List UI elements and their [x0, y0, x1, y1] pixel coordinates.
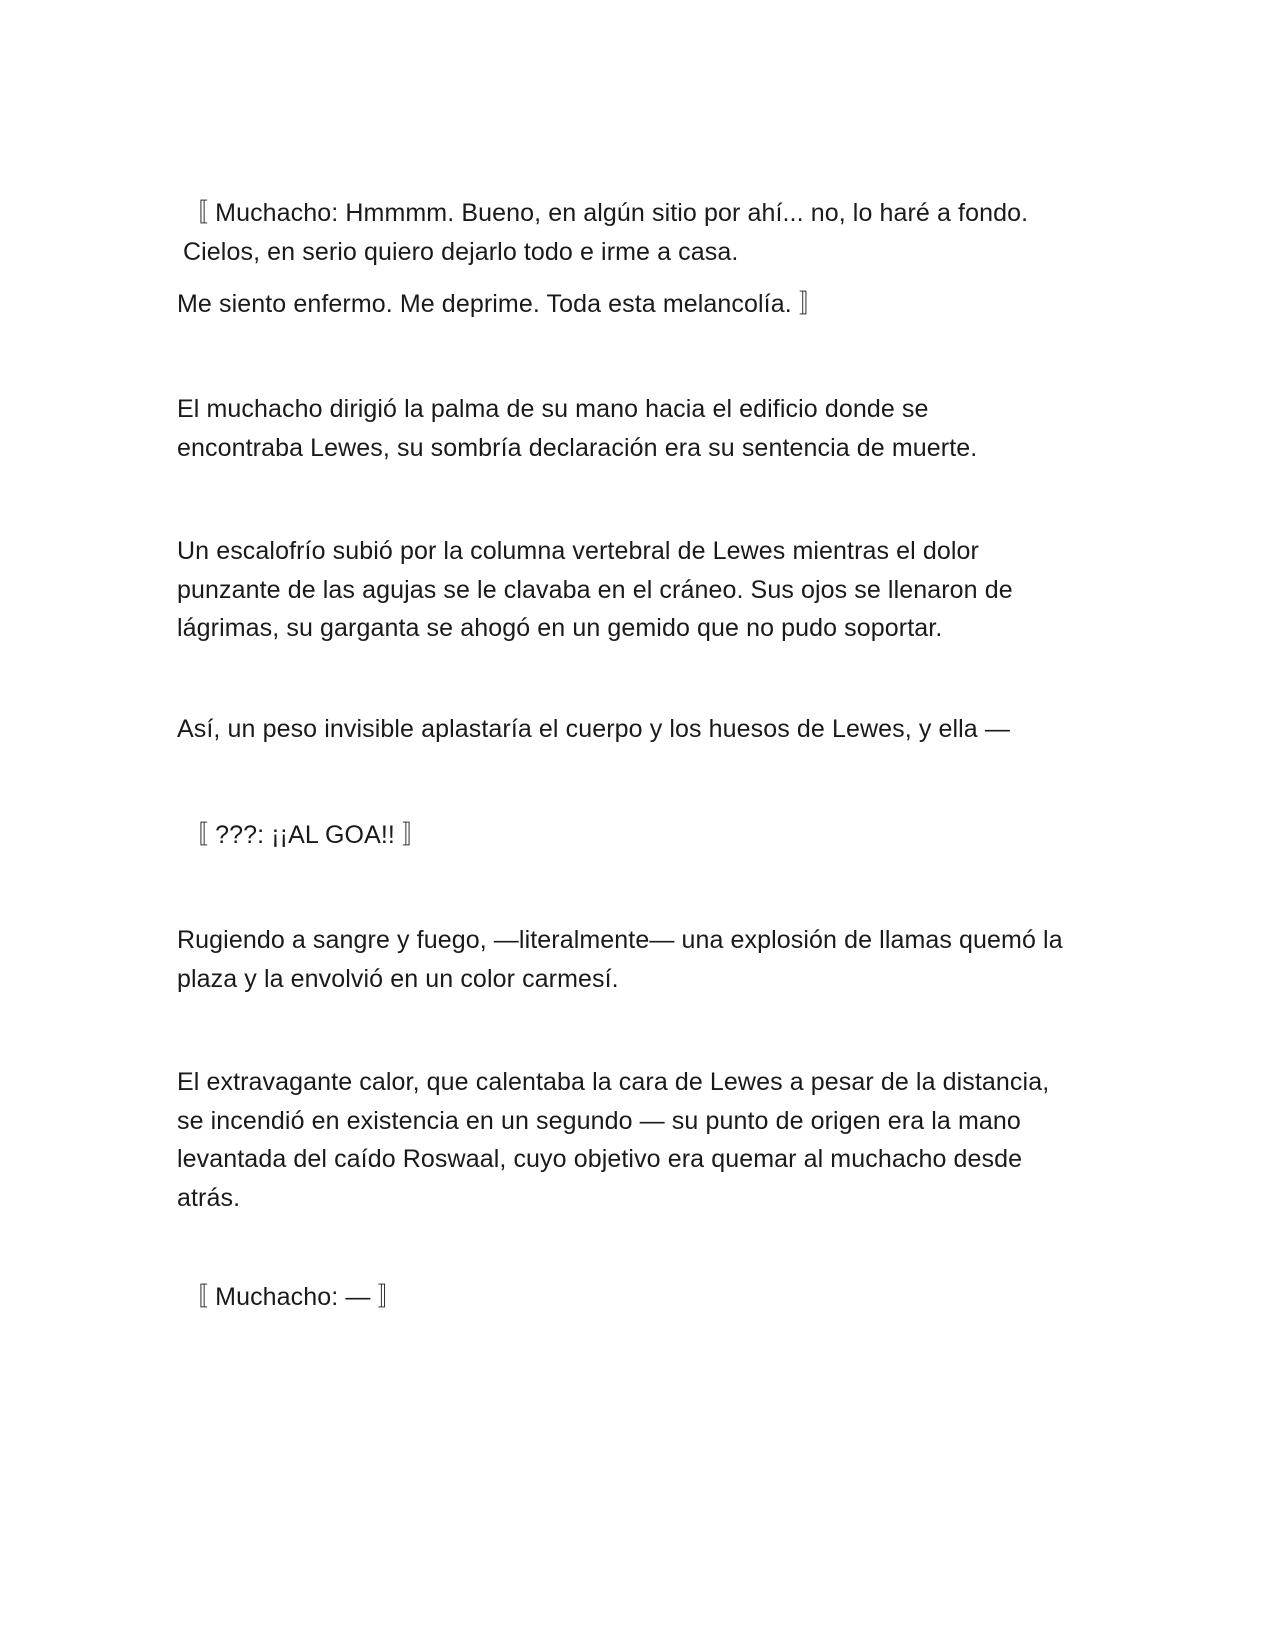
narration-paragraph: Así, un peso invisible aplastaría el cuerpo y los huesos de Lewes, y ella —	[177, 715, 1010, 743]
dialogue-paragraph: 〚 ???: ¡¡AL GOA!! 〛	[183, 821, 428, 849]
narration-paragraph: El muchacho dirigió la palma de su mano hacia el edificio donde se encontraba Lewes, su sombría declaración era su sentencia de muerte.	[177, 395, 978, 462]
narration-paragraph: Un escalofrío subió por la columna vertebral de Lewes mientras el dolor punzante de las agujas se le clavaba en el cráneo. Sus ojos se llenaron de lágrimas, su garganta se ahogó en un gemido que no pudo soportar.	[177, 537, 1013, 642]
dialogue-paragraph-continuation: Me siento enfermo. Me deprime. Toda esta melancolía. 〛	[177, 290, 824, 318]
narration-paragraph: Rugiendo a sangre y fuego, —literalmente— una explosión de llamas quemó la plaza y la envolvió en un color carmesí.	[177, 926, 1063, 993]
narration-paragraph: El extravagante calor, que calentaba la cara de Lewes a pesar de la distancia, se incendió en existencia en un segundo — su punto de origen era la mano levantada del caído Roswaal, cuyo objetivo era quemar al muchacho desde atrás.	[177, 1068, 1050, 1212]
dialogue-paragraph: 〚 Muchacho: Hmmmm. Bueno, en algún sitio por ahí... no, lo haré a fondo. Cielos, en serio quiero dejarlo todo e irme a casa.	[183, 199, 1029, 266]
dialogue-paragraph: 〚 Muchacho: — 〛	[183, 1283, 403, 1311]
